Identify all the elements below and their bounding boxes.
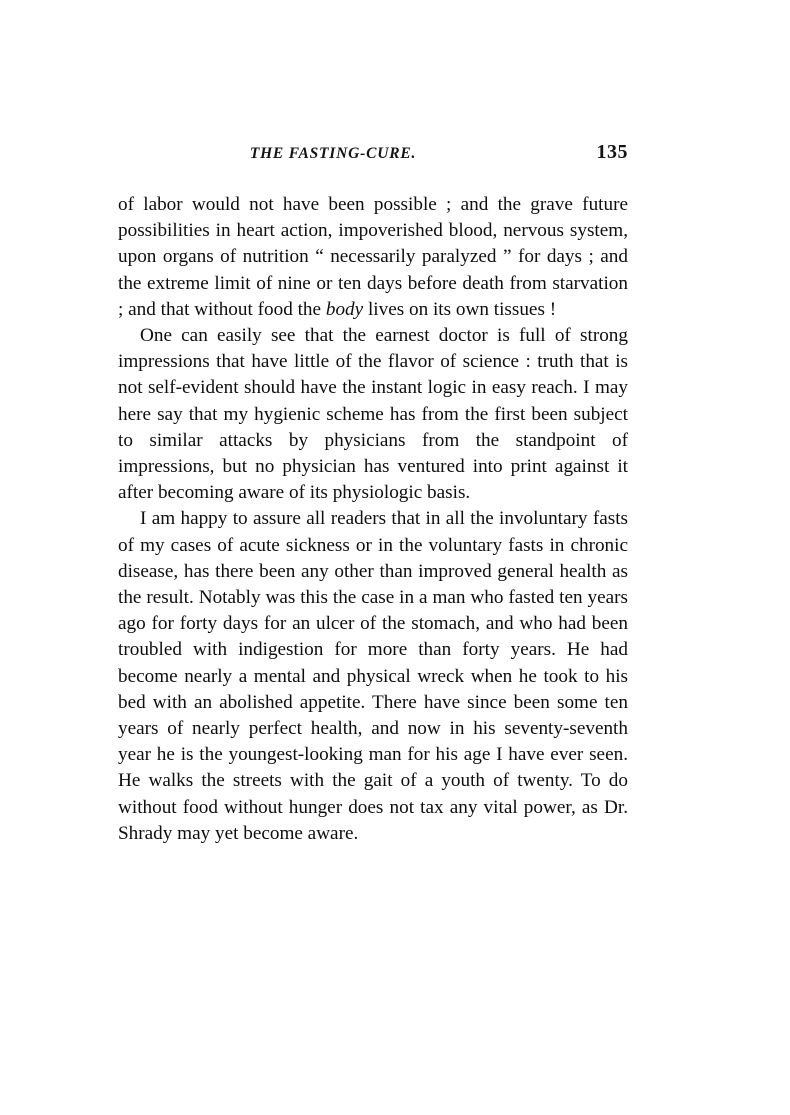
running-title: THE FASTING-CURE.: [249, 145, 417, 162]
paragraph: I am happy to assure all readers that in all the involuntary fasts of my cases of acute sickness or in the voluntary fasts in chronic disease, has there been any other than improved general health as the result. Notably was this the case in a man who fasted ten years ago for forty days for an ulcer of the stomach, and who had been troubled with indigestion for more than forty years. He had become nearly a mental and physical wreck when he took to his bed with an abolished appetite. There have since been some ten years of nearly perfect health, and now in his seventy-seventh year he is the youngest-looking man for his age I have ever seen. He walks the streets with the gait of a youth of twenty. To do without food without hunger does not tax any vital power, as Dr. Shrady may yet become aware.: [118, 508, 628, 844]
body-text: [118, 192, 628, 847]
paragraph: of labor would not have been possible ; and the grave future possibilities in heart action, impoverished blood, nervous system, upon organs of nutrition “ necessarily paralyzed ” for days ; and the extreme limit of nine or ten days before death from starvation ; and that without food the body lives on its own tissues !: [118, 194, 628, 320]
paragraph: One can easily see that the earnest doctor is full of strong impressions that have little of the flavor of science : truth that is not self-evident should have the instant logic in easy reach. I may here say that my hygienic scheme has from the first been subject to similar attacks by physicians from the standpoint of impressions, but no physician has ventured into print against it after becoming aware of its physiologic basis.: [118, 325, 628, 504]
emphasized-text: body: [325, 298, 364, 320]
page-header: [118, 141, 628, 173]
page-number: 135: [596, 141, 628, 163]
